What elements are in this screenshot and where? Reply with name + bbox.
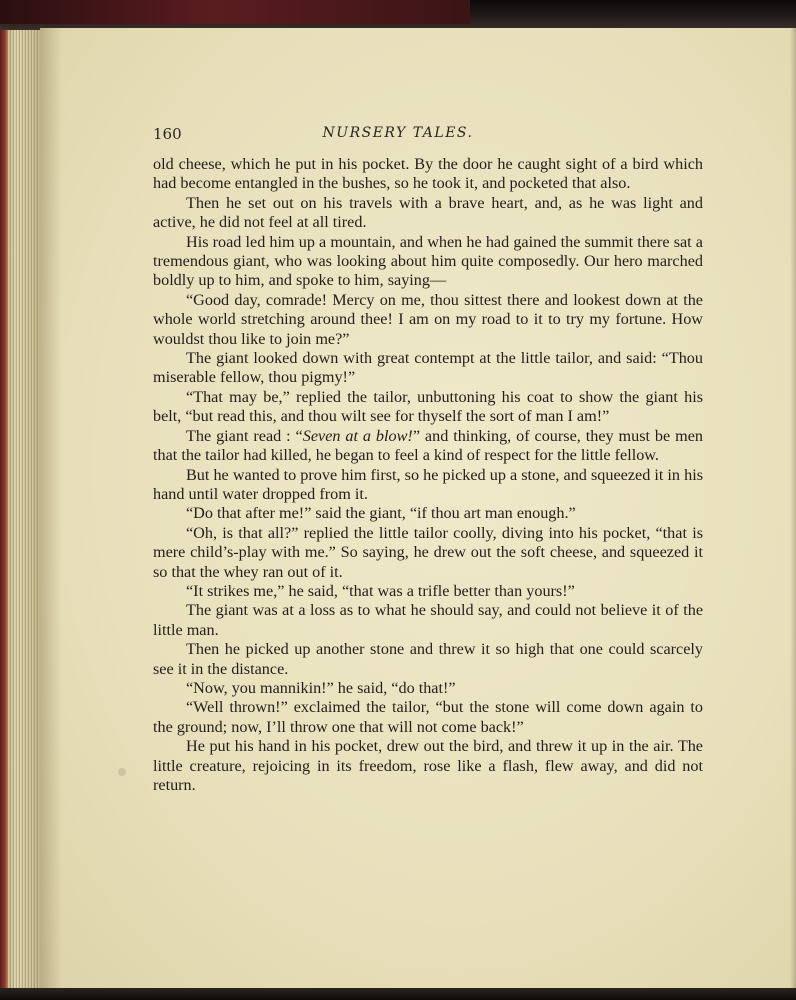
paragraph: “Do that after me!” said the giant, “if thou art man enough.” [186,504,576,523]
book-cover-bottom-edge [0,988,796,1000]
gutter-shadow [40,28,62,992]
paragraph: His road led him up a mountain, and when he had gained the summit there sat a tremendous giant, who was looking about him quite composedly. Our hero marched boldly up to him, and spoke to him, saying— [153,232,703,290]
paragraph: “Well thrown!” exclaimed the tailor, “but the stone will come down again to the ground; now, I’ll throw one that will not come back!” [153,698,703,736]
binding-edge [0,30,8,992]
paragraph: The giant looked down with great contempt at the little tailor, and said: “Thou miserable fellow, thou pigmy!” [153,349,703,387]
page-number: 160 [153,125,182,143]
paragraph: “Oh, is that all?” replied the little tailor coolly, diving into his pocket, “that is mere child’s-play with me.” So saying, he drew out the soft cheese, and squeezed it so that the whey ran out of it. [153,523,703,581]
running-title: NURSERY TALES. [322,125,474,141]
paragraph: “Good day, comrade! Mercy on me, thou sittest there and lookest down at the whole world stretching around thee! I am on my road to it to try my fortune. How wouldst thou like to join me?” [153,290,703,348]
paragraph: He put his hand in his pocket, drew out the bird, and threw it up in the air. The little creature, rejoicing in its freedom, rose like a flash, flew away, and did not return. [153,737,703,794]
paragraph: “Now, you mannikin!” he said, “do that!” [186,678,456,697]
paragraph: Then he set out on his travels with a brave heart, and, as he was light and active, he did not feel at all tired. [153,193,703,232]
paragraph: “That may be,” replied the tailor, unbuttoning his coat to show the giant his belt, “but read this, and thou wilt see for thyself the sort of man I am!” [153,387,703,426]
paragraph: The giant was at a loss as to what he should say, and could not believe it of the little man. [153,601,703,639]
page-smudge [118,768,126,776]
body-text [153,155,703,795]
paragraph: old cheese, which he put in his pocket. By the door he caught sight of a bird which had become entangled in the bushes, so he took it, and pocketed that also. [153,155,703,193]
text-run: The giant read : “ [186,426,303,445]
paragraph [153,427,703,466]
running-head [0,125,796,147]
paragraph: But he wanted to prove him first, so he picked up a stone, and squeezed it in his hand until water dropped from it. [153,465,703,503]
paragraph: Then he picked up another stone and threw it so high that one could scarcely see it in the distance. [153,640,703,678]
text-run: ” and thinking, of course, they must be men that the tailor had killed, he began to feel a kind of respect for the little fellow. [153,426,703,465]
belt-inscription: Seven at a blow! [302,426,413,445]
page-edge-shadow [790,28,796,992]
paragraph: “It strikes me,” he said, “that was a trifle better than yours!” [186,581,575,600]
book-cover-binding [0,0,470,24]
